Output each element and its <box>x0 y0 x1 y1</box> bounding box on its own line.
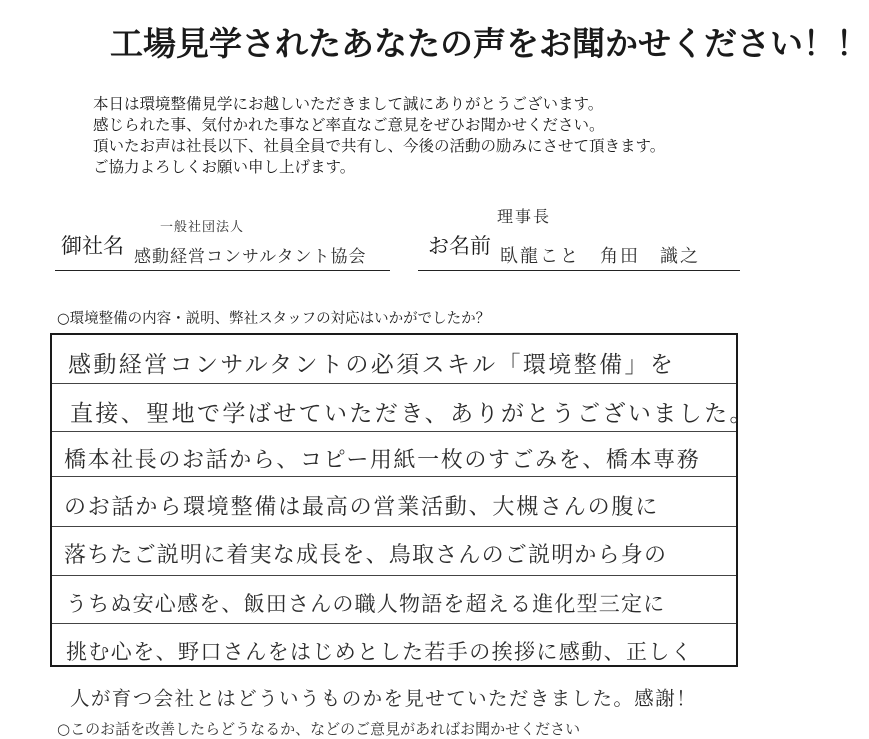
next-question-cut <box>57 722 707 736</box>
answer-line: 感動経営コンサルタントの必須スキル「環境整備」を <box>68 352 676 378</box>
company-value-line1: 一般社団法人 <box>160 220 245 235</box>
answer-rule <box>52 476 736 477</box>
answer-rule <box>52 623 736 624</box>
company-value-field[interactable]: 感動経営コンサルタント協会 <box>134 247 367 267</box>
page-title: 工場見学されたあなたの声をお聞かせください！！ <box>110 24 869 63</box>
intro-text <box>93 94 753 178</box>
company-label: 御社名 <box>61 234 124 258</box>
answer-line: 橋本社長のお話から、コピー用紙一枚のすごみを、橋本専務 <box>64 448 701 473</box>
name-value-line1: 理事長 <box>497 207 552 226</box>
name-underline <box>418 270 740 271</box>
intro-line: 感じられた事、気付かれた事など率直なご意見をぜひお聞かせください。 <box>93 116 605 134</box>
intro-line: 本日は環境整備見学にお越しいただきまして誠にありがとうございます。 <box>93 95 604 113</box>
answer-line: 挑む心を、野口さんをはじめとした若手の挨拶に感動、正しく <box>66 640 694 664</box>
answer-line: うちぬ安心感を、飯田さんの職人物語を超える進化型三定に <box>66 592 666 616</box>
answer-rule <box>52 383 736 384</box>
next-question-label: ○このお話を改善したらどうなるか、などのご意見があればお聞かせください <box>57 720 581 738</box>
company-underline <box>55 270 390 271</box>
answer-rule <box>52 526 736 527</box>
intro-line: ご協力よろしくお願い申し上げます。 <box>93 158 356 176</box>
answer-rule <box>52 575 736 576</box>
answer-line: のお話から環境整備は最高の営業活動、大槻さんの腹に <box>64 495 660 520</box>
answer-line-overflow: 人が育つ会社とはどういうものかを見せていただきました。感謝！ <box>70 687 698 710</box>
name-label: お名前 <box>428 234 491 258</box>
answer-line: 直接、聖地で学ばせていただき、ありがとうございました。 <box>70 401 755 427</box>
answer-line: 落ちたご説明に着実な成長を、鳥取さんのご説明から身の <box>64 543 668 568</box>
question-label: ○環境整備の内容・説明、弊社スタッフの対応はいかがでしたか？ <box>57 311 491 327</box>
name-value-field[interactable]: 臥龍こと 角田 識之 <box>500 246 700 267</box>
intro-line: 頂いたお声は社長以下、社員全員で共有し、今後の活動の励みにさせて頂きます。 <box>93 137 666 155</box>
answer-rule <box>52 431 736 432</box>
